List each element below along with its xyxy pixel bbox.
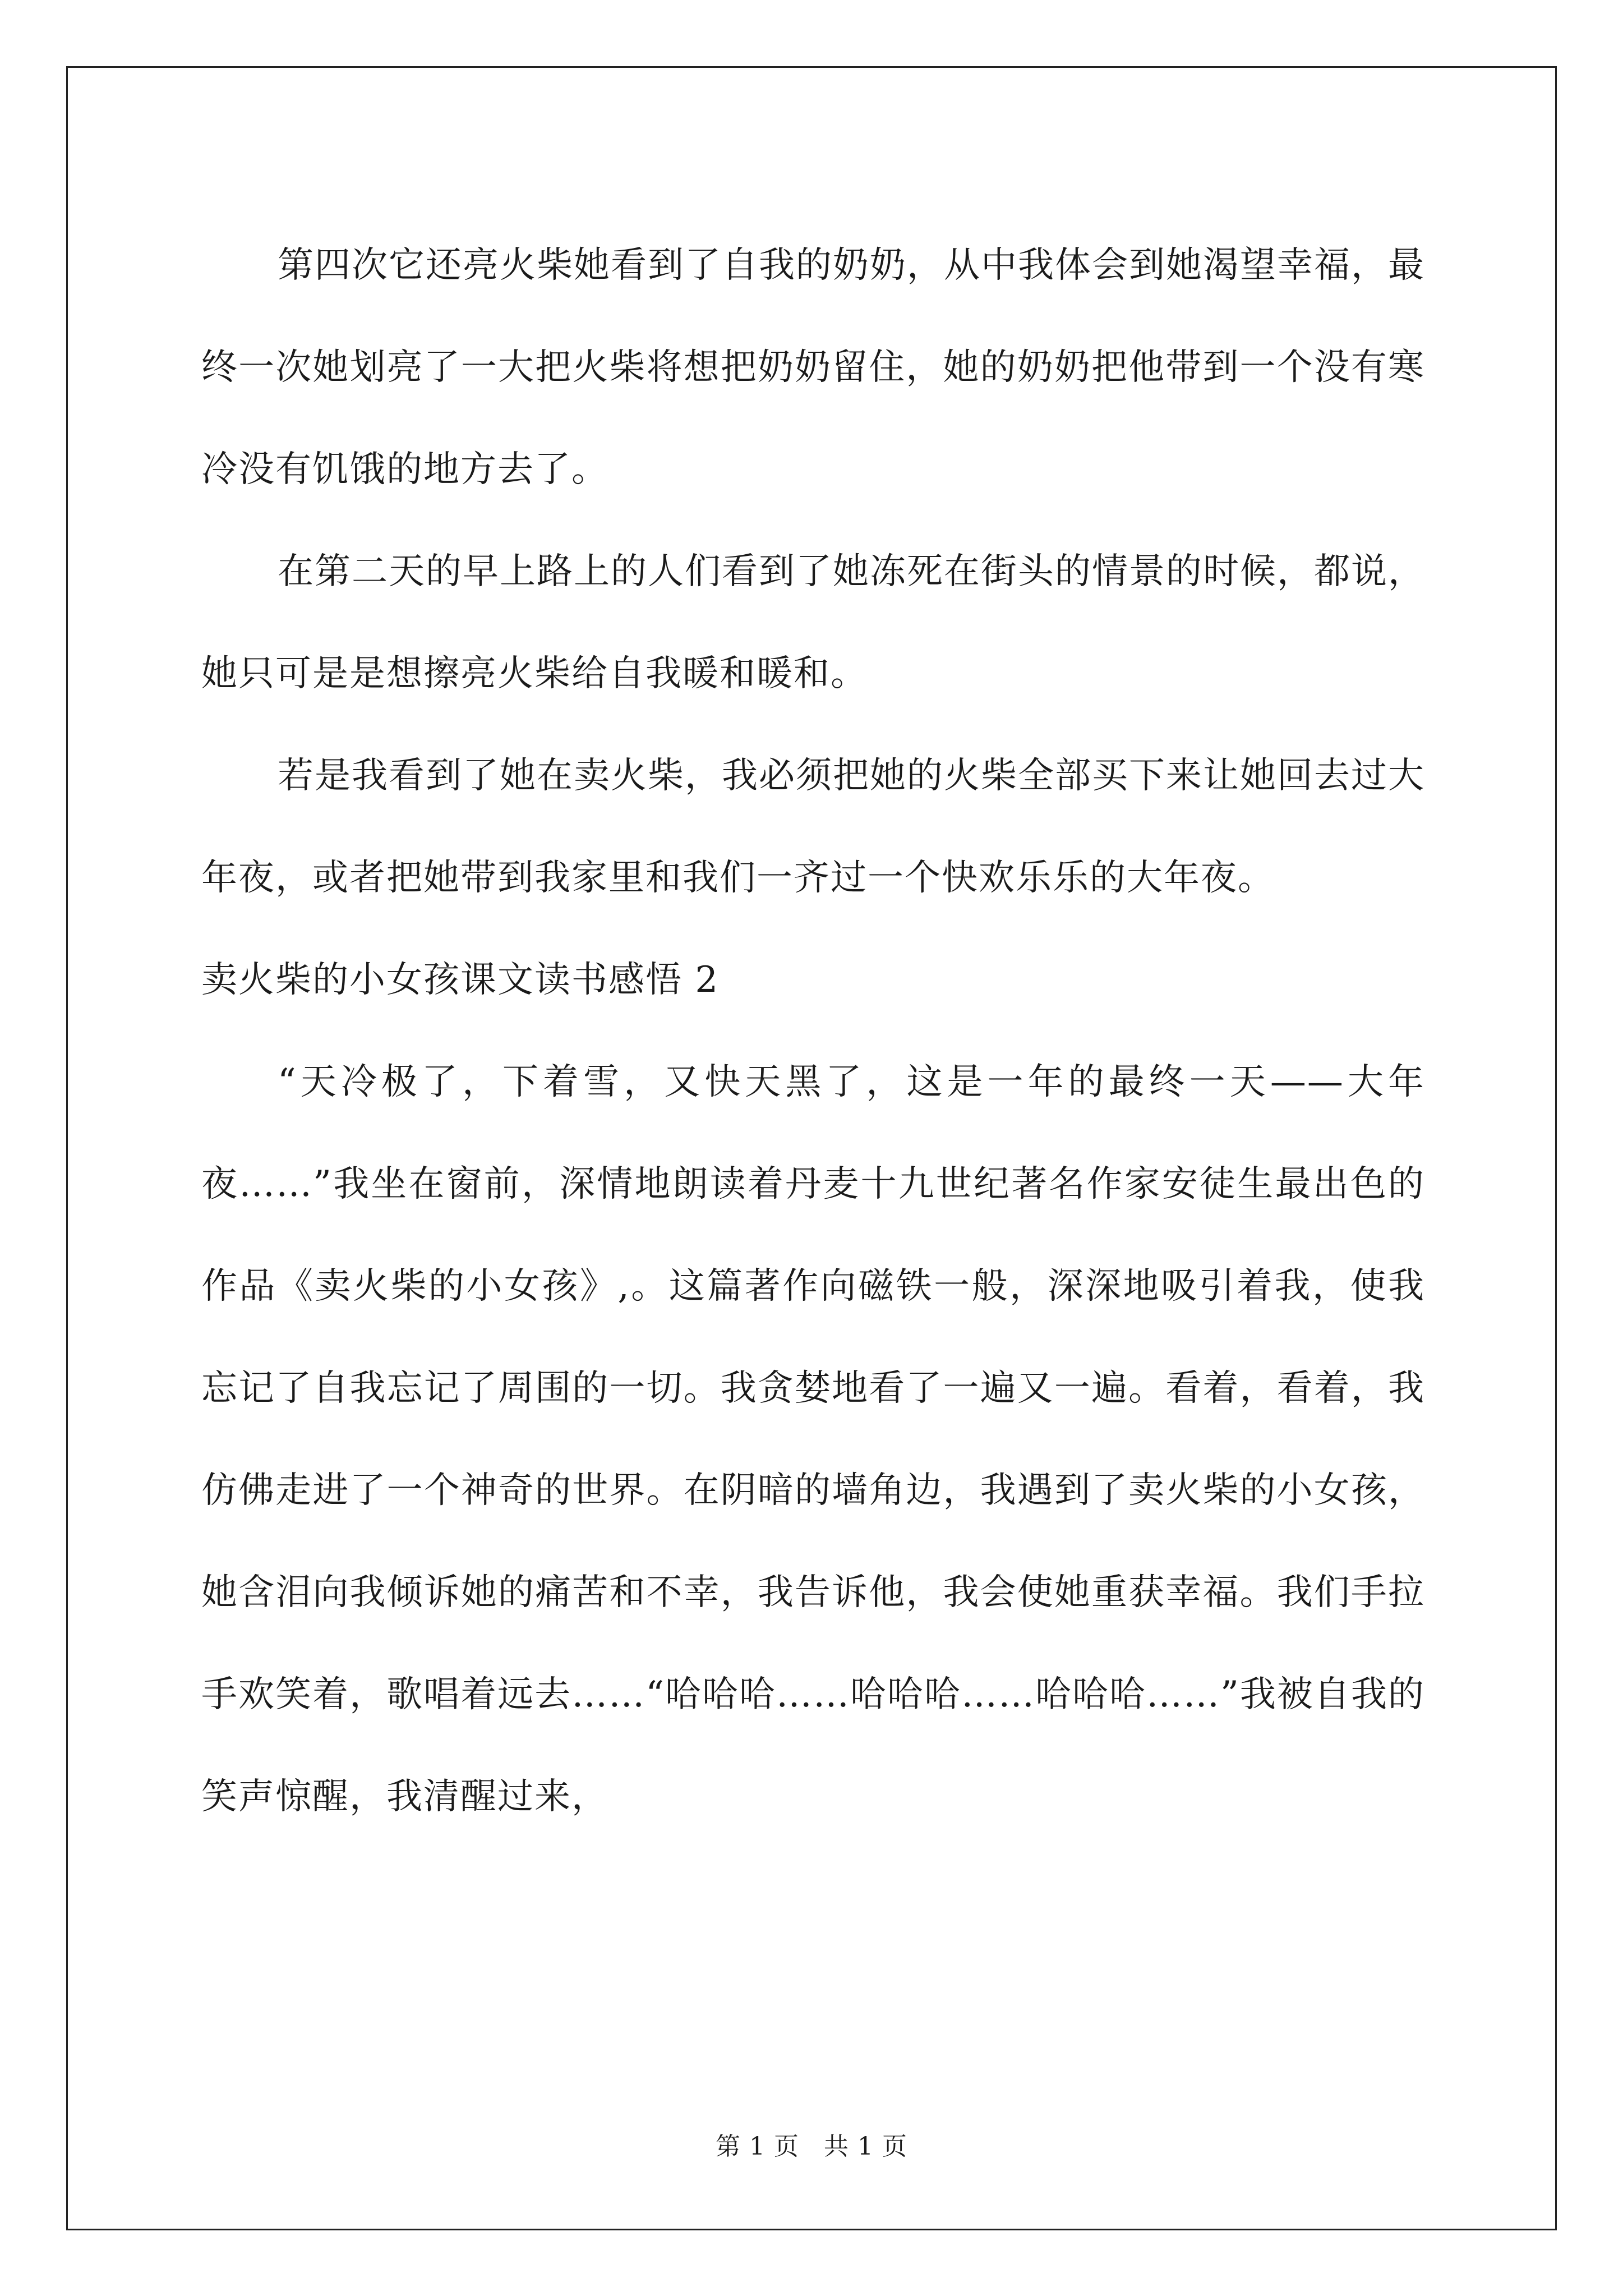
page-number: 第 1 页 <box>716 2132 799 2161</box>
paragraph-1: 第四次它还亮火柴她看到了自我的奶奶，从中我体会到她渴望幸福，最终一次她划亮了一大把火柴将想把奶奶留住，她的奶奶把他带到一个没有寒冷没有饥饿的地方去了。 <box>201 245 1425 490</box>
section-heading: 卖火柴的小女孩课文读书感悟 2 <box>201 959 720 1001</box>
page-total: 共 1 页 <box>824 2132 907 2161</box>
paragraph-4: “天冷极了，下着雪，又快天黑了，这是一年的最终一天——大年夜……”我坐在窗前，深情地朗读着丹麦十九世纪著名作家安徒生最出色的作品《卖火柴的小女孩》,。这篇著作向磁铁一般，深深地吸引着我，使我忘记了自我忘记了周围的一切。我贪婪地看了一遍又一遍。看着，看着，我仿佛走进了一个神奇的世界。在阴暗的墙角边，我遇到了卖火柴的小女孩，她含泪向我倾诉她的痛苦和不幸，我告诉他，我会使她重获幸福。我们手拉手欢笑着，歌唱着远去……“哈哈哈……哈哈哈……哈哈哈……”我被自我的笑声惊醒，我清醒过来， <box>201 1061 1425 1818</box>
page-footer <box>0 2126 1623 2162</box>
paragraph-3: 若是我看到了她在卖火柴，我必须把她的火柴全部买下来让她回去过大年夜，或者把她带到我家里和我们一齐过一个快欢乐乐的大年夜。 <box>201 755 1425 899</box>
paragraph-2: 在第二天的早上路上的人们看到了她冻死在街头的情景的时候，都说，她只可是是想擦亮火柴给自我暖和暖和。 <box>201 551 1425 694</box>
document-body <box>201 214 1425 1848</box>
